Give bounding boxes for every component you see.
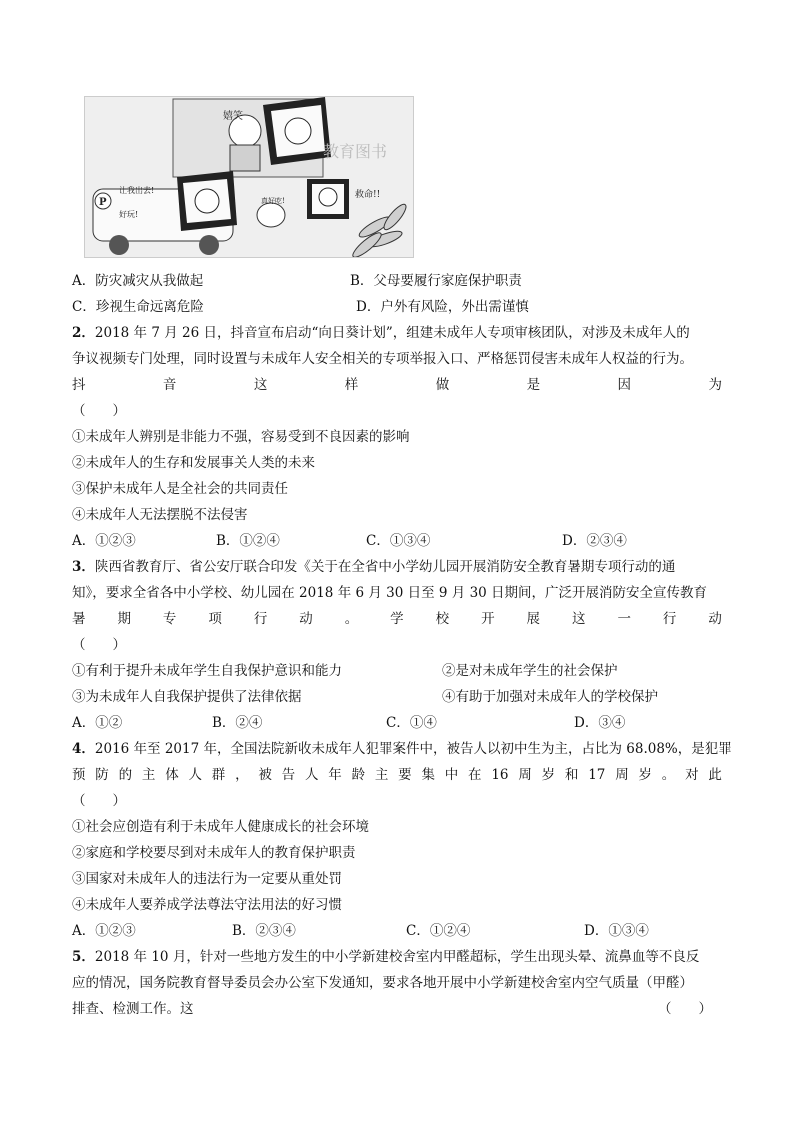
- cartoon-illustration: [84, 96, 414, 258]
- q2-item-2: ②未成年人的生存和发展事关人类的未来: [72, 455, 315, 471]
- q2-item-3: ③保护未成年人是全社会的共同责任: [72, 481, 288, 497]
- bubble-text-2: 让我出去!: [119, 186, 155, 195]
- bubble-text-5: 真好吃!: [261, 197, 285, 205]
- q5-stem-line3: 排查、检测工作。这: [72, 1001, 194, 1017]
- q2-stem-line1: 2．2018 年 7 月 26 日，抖音宣布启动“向日葵计划”，组建未成年人专项审核团队，对涉及未成年人的: [72, 325, 690, 341]
- q2-option-b: B．①②④: [216, 533, 280, 549]
- q3-option-a: A．①②: [72, 715, 123, 731]
- q4-item-1: ①社会应创造有利于未成年人健康成长的社会环境: [72, 819, 369, 835]
- q3-stem-line1: 3．陕西省教育厅、省公安厅联合印发《关于在全省中小学幼儿园开展消防安全教育暑期专项行动的通: [72, 559, 676, 575]
- q4-item-3: ③国家对未成年人的违法行为一定要从重处罚: [72, 871, 342, 887]
- q4-stem-line1: 4．2016 年至 2017 年，全国法院新收未成年人犯罪案件中，被告人以初中生为主，占比为 68.08%，是犯罪: [72, 741, 732, 757]
- q5-stem-line2: 应的情况，国务院教育督导委员会办公室下发通知，要求各地开展中小学新建校舍室内空气质量（甲醛）: [72, 975, 693, 991]
- q1-option-a: A．防灾减灾从我做起: [72, 273, 204, 289]
- q4-option-c: C．①②④: [406, 923, 471, 939]
- watermark: 教育图书: [323, 142, 388, 161]
- q4-option-b: B．②③④: [232, 923, 296, 939]
- q4-option-a: A．①②③: [72, 923, 136, 939]
- q2-item-1: ①未成年人辨别是非能力不强，容易受到不良因素的影响: [72, 429, 410, 445]
- q3-item-1: ①有利于提升未成年学生自我保护意识和能力: [72, 663, 342, 679]
- bubble-text-1: 嬉笑: [223, 111, 243, 122]
- q4-answer-bracket: （ ）: [72, 793, 126, 809]
- q2-answer-bracket: （ ）: [72, 403, 126, 419]
- q3-answer-bracket: （ ）: [72, 637, 126, 653]
- q2-item-4: ④未成年人无法摆脱不法侵害: [72, 507, 248, 523]
- q4-option-d: D．①③④: [584, 923, 649, 939]
- q3-item-2: ②是对未成年学生的社会保护: [442, 663, 618, 679]
- q3-item-4: ④有助于加强对未成年人的学校保护: [442, 689, 658, 705]
- q1-option-d: D．户外有风险，外出需谨慎: [356, 299, 529, 315]
- q2-option-c: C．①③④: [366, 533, 431, 549]
- q3-stem-line2: 知》，要求全省各中小学校、幼儿园在 2018 年 6 月 30 日至 9 月 30 日期间，广泛开展消防安全宣传教育: [72, 585, 708, 601]
- q5-answer-bracket: （ ）: [658, 1001, 712, 1017]
- q4-item-4: ④未成年人要养成学法尊法守法用法的好习惯: [72, 897, 342, 913]
- q1-option-c: C．珍视生命远离危险: [72, 299, 204, 315]
- q4-stem-line2: 预 防 的 主 体 人 群 ， 被 告 人 年 龄 主 要 集 中 在 16 周 岁 和 17 周 岁 。 对 此: [72, 767, 722, 783]
- bubble-text-3: 好玩!: [119, 210, 139, 219]
- q4-item-2: ②家庭和学校要尽到对未成年人的教育保护职责: [72, 845, 356, 861]
- q2-stem-line3: 抖 音 这 样 做 是 因 为: [72, 377, 722, 393]
- svg-text:P: P: [99, 197, 107, 208]
- child-eating: [257, 203, 285, 227]
- q2-stem-line2: 争议视频专门处理，同时设置与未成年人安全相关的专项举报入口、严格惩罚侵害未成年人权益的行为。: [72, 351, 693, 367]
- q1-option-b: B．父母要履行家庭保护职责: [350, 273, 522, 289]
- q2-option-d: D．②③④: [562, 533, 627, 549]
- q3-option-b: B．②④: [212, 715, 263, 731]
- q3-item-3: ③为未成年人自我保护提供了法律依据: [72, 689, 302, 705]
- q3-option-c: C．①④: [386, 715, 437, 731]
- bubble-text-4: 救命!!: [355, 190, 381, 200]
- q3-stem-line3: 暑 期 专 项 行 动 。 学 校 开 展 这 一 行 动: [72, 611, 722, 627]
- q3-option-d: D．③④: [574, 715, 626, 731]
- q5-stem-line1: 5．2018 年 10 月，针对一些地方发生的中小学新建校舍室内甲醛超标，学生出现头晕、流鼻血等不良反: [72, 949, 700, 965]
- q2-option-a: A．①②③: [72, 533, 136, 549]
